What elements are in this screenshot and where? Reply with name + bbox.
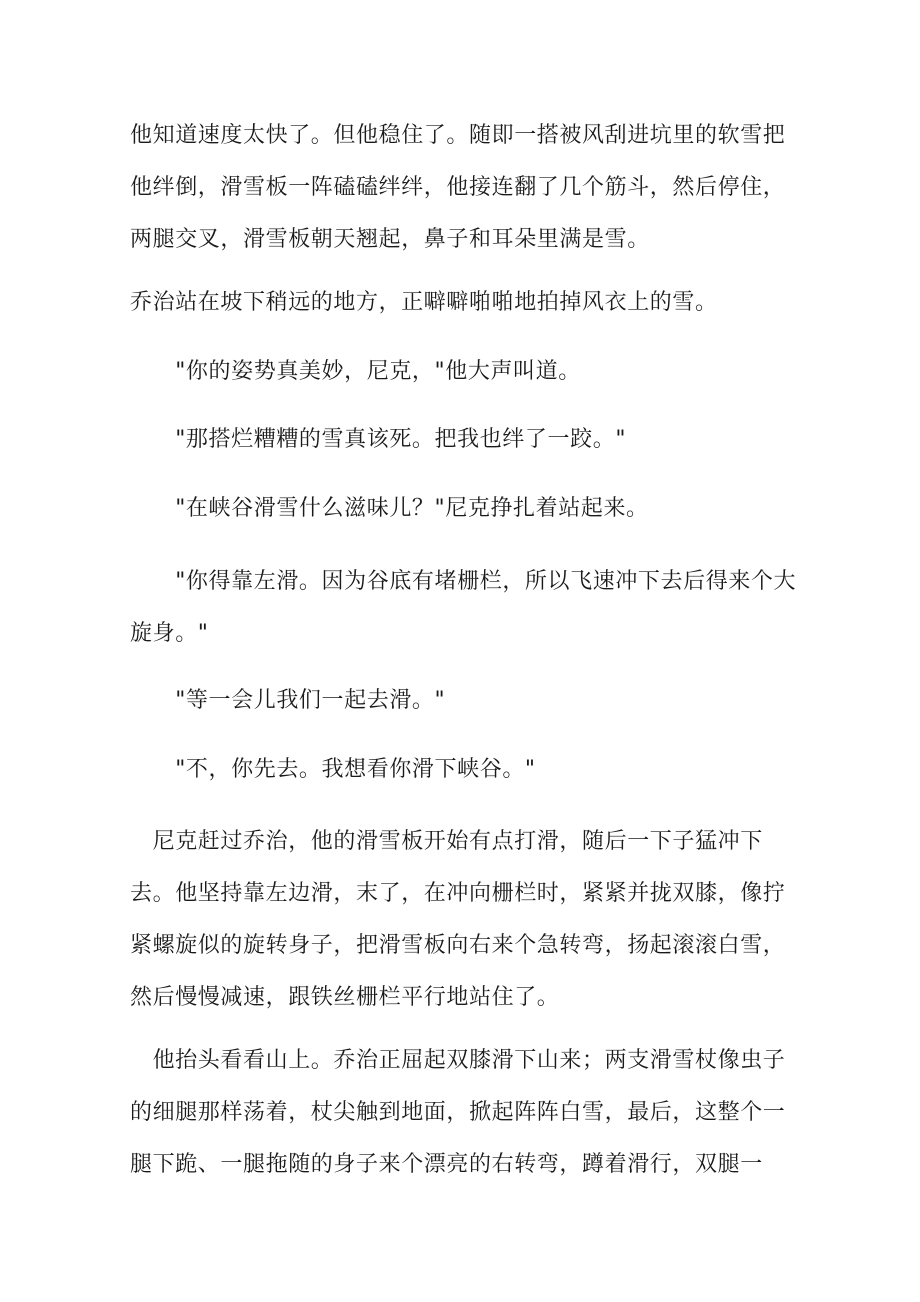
paragraph-fall: 他知道速度太快了。但他稳住了。随即一搭被风刮进坑里的软雪把他绊倒，滑雪板一阵磕磕绊绊，他接连翻了几个筋斗，然后停住，两腿交叉，滑雪板朝天翘起，鼻子和耳朵里满是雪。 <box>130 123 786 252</box>
paragraph-george-descends: 他抬头看看山上。乔治正屈起双膝滑下山来；两支滑雪杖像虫子的细腿那样荡着，杖尖触到地面，掀起阵阵白雪，最后，这整个一腿下跪、一腿拖随的身子来个漂亮的右转弯，蹲着滑行，双腿一 <box>130 1048 786 1177</box>
dialogue-keep-left: "你得靠左滑。因为谷底有堵栅栏，所以飞速冲下去后得来个大旋身。" <box>130 569 797 646</box>
dialogue-canyon-question: "在峡谷滑雪什么滋味儿？"尼克挣扎着站起来。 <box>130 496 649 521</box>
paragraph-george-brushing-snow: 乔治站在坡下稍远的地方，正噼噼啪啪地拍掉风衣上的雪。 <box>130 290 718 315</box>
paragraph-nick-descends: 尼克赶过乔治，他的滑雪板开始有点打滑，随后一下子猛冲下去。他坚持靠左边滑，末了，在冲向栅栏时，紧紧并拢双膝，像拧紧螺旋似的旋转身子，把滑雪板向右来个急转弯，扬起滚滚白雪，然后慢慢减速，跟铁丝栅栏平行地站住了。 <box>130 829 786 1010</box>
dialogue-damn-snow: "那搭烂糟糟的雪真该死。把我也绊了一跤。" <box>130 427 627 452</box>
dialogue-beautiful-posture: "你的姿势真美妙，尼克，"他大声叫道。 <box>130 359 581 384</box>
dialogue-you-go-first: "不，你先去。我想看你滑下峡谷。" <box>130 757 536 782</box>
dialogue-go-together: "等一会儿我们一起去滑。" <box>130 688 446 713</box>
